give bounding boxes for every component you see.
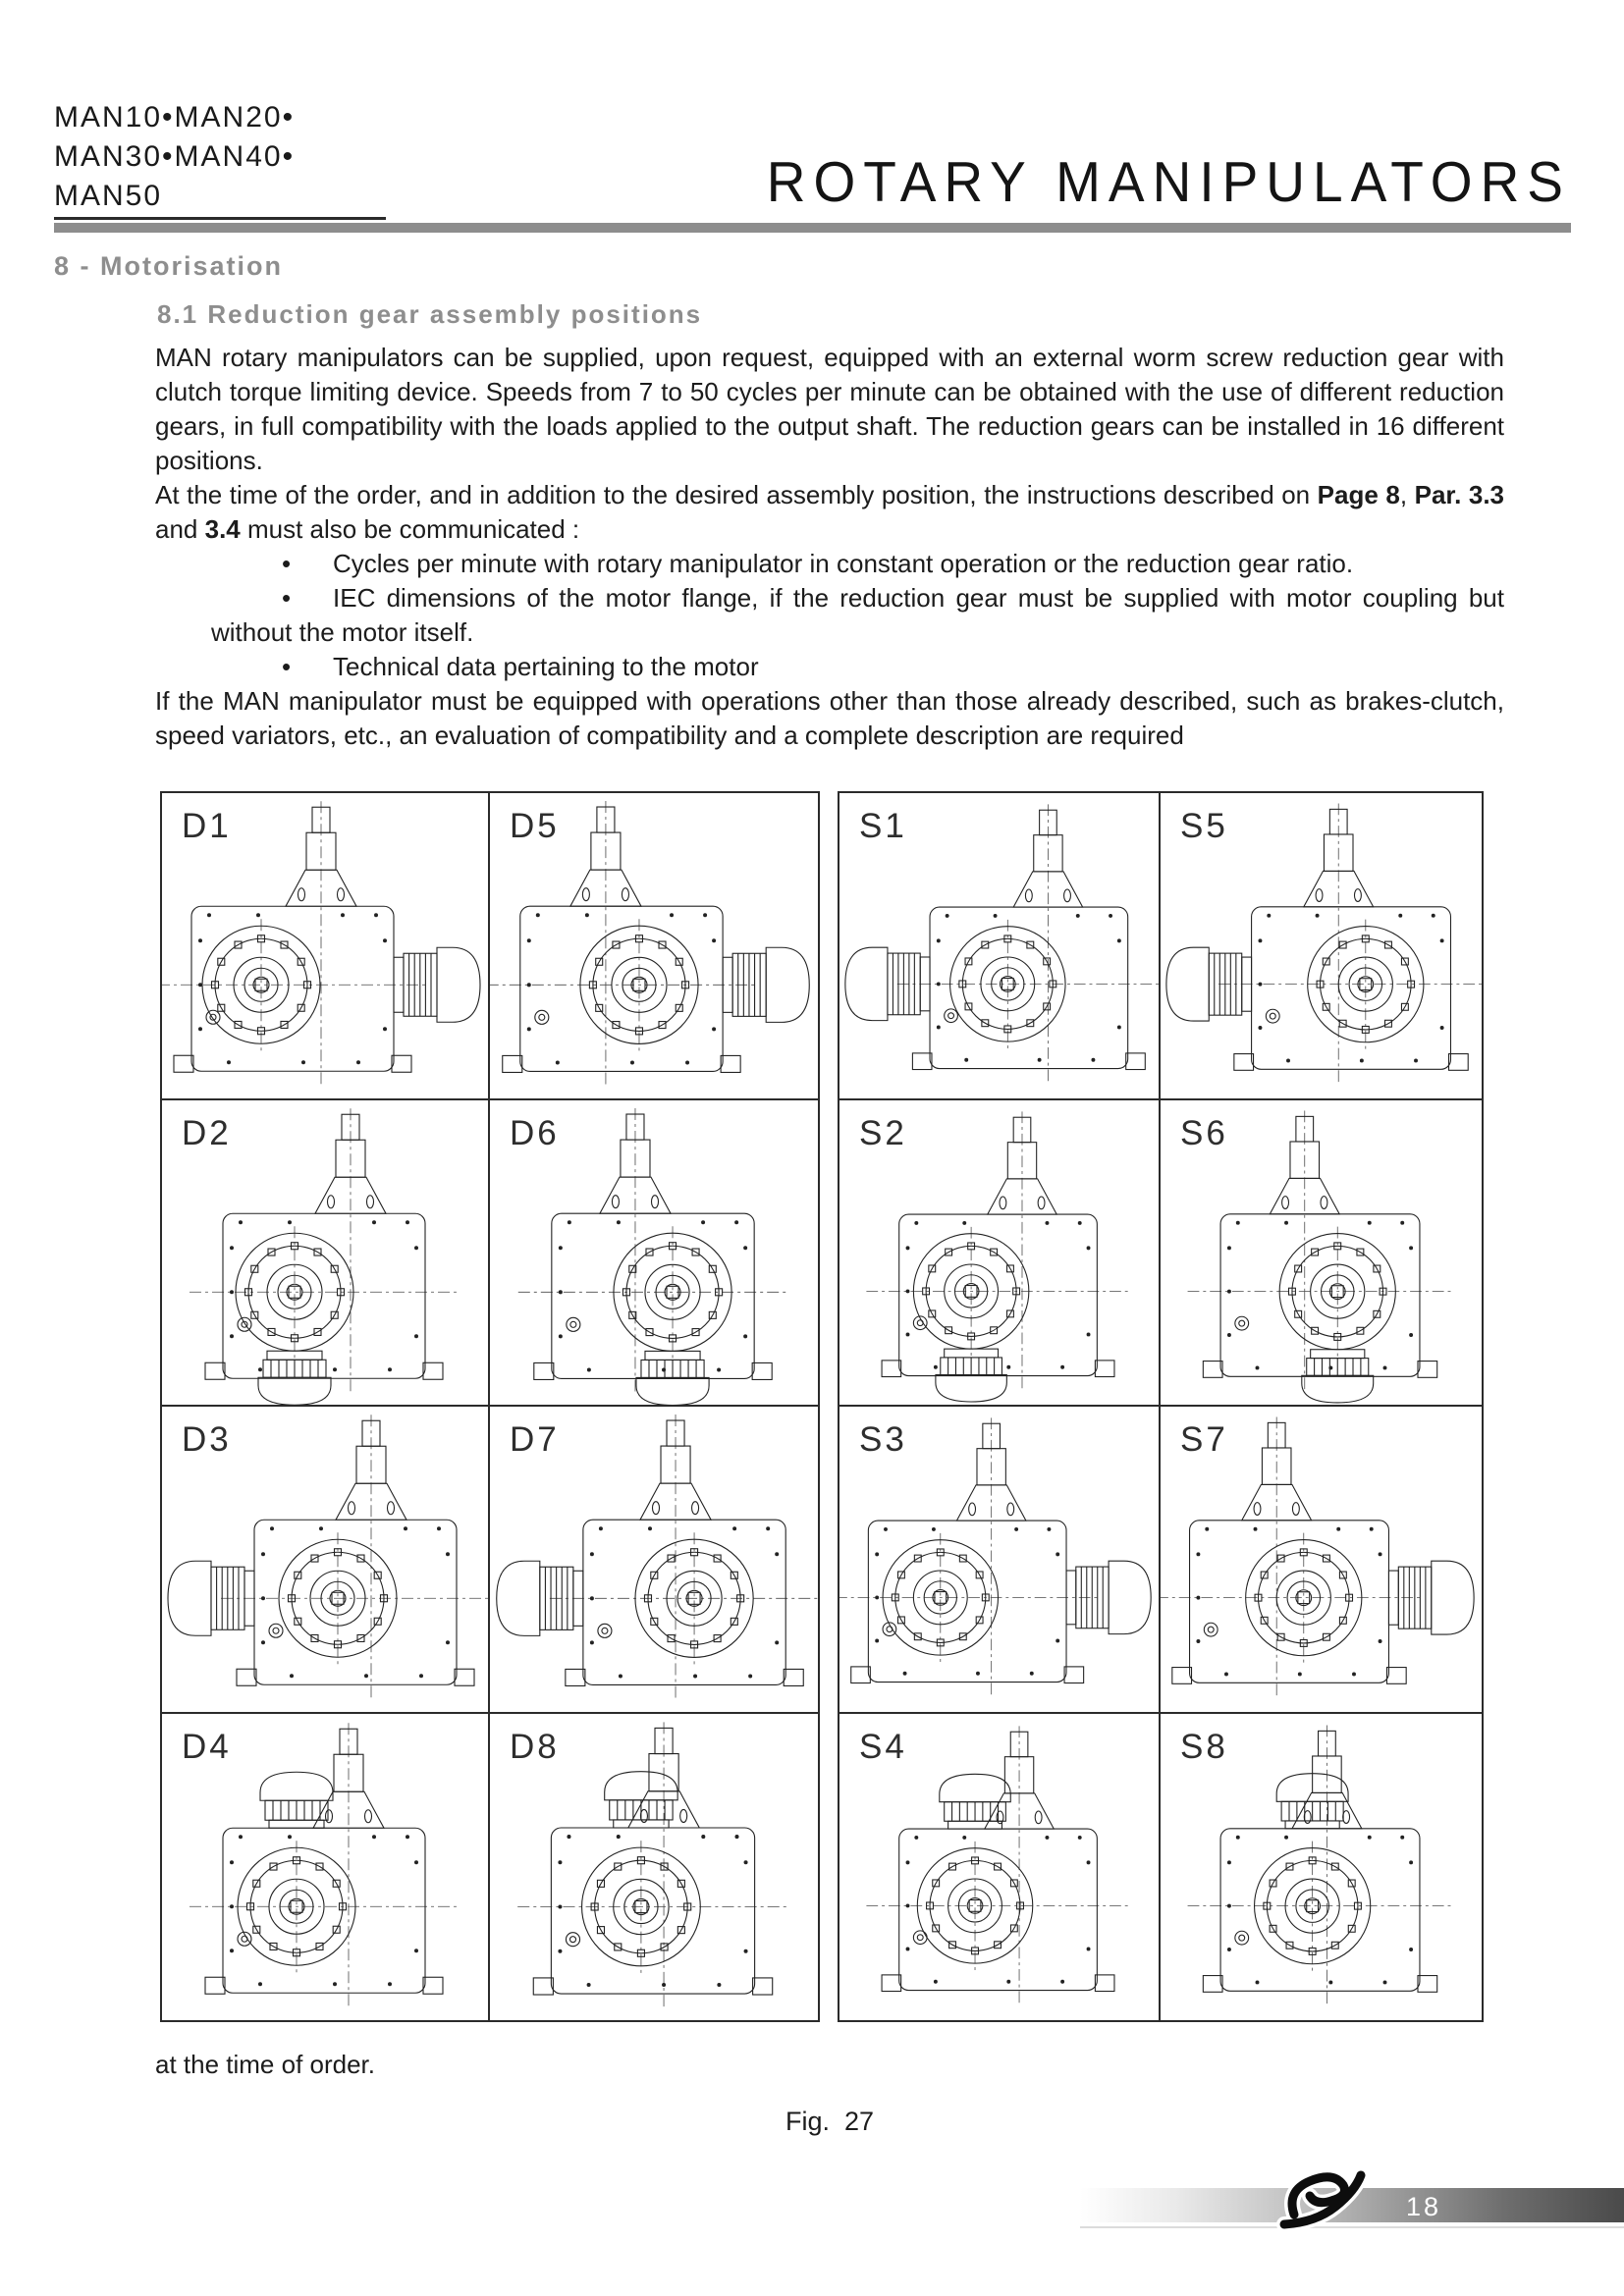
cell-label: D5	[510, 807, 560, 845]
figure-cell-S1	[839, 793, 1161, 1100]
cell-label: D8	[510, 1727, 560, 1766]
cell-label: S7	[1180, 1420, 1228, 1459]
cell-label: D2	[182, 1113, 232, 1152]
bullet-dot: •	[282, 652, 292, 681]
figure-cell-D3	[162, 1407, 490, 1714]
bullet-dot: •	[282, 583, 292, 613]
figure-cell-D8	[490, 1714, 818, 2021]
paragraph-1: MAN rotary manipulators can be supplied, upon request, equipped with an external worm screw reduction gear with clutch torque limiting device. Speeds from 7 to 50 cycles per minute can be obtained with the use of different reduction gears, in full compatibility with the loads applied to the output shaft. The reduction gears can be installed in 16 different positions.	[155, 343, 1504, 475]
cell-label: S1	[859, 807, 907, 845]
models-underline	[54, 217, 386, 220]
cell-label: S5	[1180, 807, 1228, 845]
figure-cell-D1	[162, 793, 490, 1100]
bullet-text: IEC dimensions of the motor flange, if the reduction gear must be supplied with motor coupling but without the motor itself.	[211, 583, 1504, 647]
body-text	[155, 341, 1504, 753]
bullet-item-3	[211, 650, 1504, 684]
figure-cell-D2	[162, 1100, 490, 1408]
model-line-2: MAN30•MAN40•	[54, 140, 296, 173]
bullet-item-1	[211, 547, 1504, 581]
model-line-3: MAN50	[54, 180, 163, 212]
bullet-dot: •	[282, 549, 292, 578]
cell-label: S8	[1180, 1727, 1228, 1766]
figure-cell-D7	[490, 1407, 818, 1714]
cell-label: S6	[1180, 1113, 1228, 1152]
closing-text: at the time of order.	[155, 2050, 376, 2079]
cell-label: D3	[182, 1420, 232, 1459]
cell-label: S3	[859, 1420, 907, 1459]
subsection-heading: 8.1 Reduction gear assembly positions	[157, 299, 703, 329]
brush-swirl-logo-icon	[1272, 2163, 1373, 2242]
bullet-text: Technical data pertaining to the motor	[333, 652, 759, 681]
figure-cell-S8	[1161, 1714, 1482, 2021]
header-rule-bar	[54, 223, 1571, 233]
cell-label: D4	[182, 1727, 232, 1766]
bullet-text: Cycles per minute with rotary manipulator in constant operation or the reduction gear ratio.	[333, 549, 1354, 578]
figure-cell-S5	[1161, 793, 1482, 1100]
figure-27	[160, 791, 1484, 2022]
paragraph-3: If the MAN manipulator must be equipped with operations other than those already described, such as brakes-clutch, speed variators, etc., an evaluation of compatibility and a complete description are required	[155, 686, 1504, 750]
model-line-1: MAN10•MAN20•	[54, 101, 296, 133]
cell-label: S4	[859, 1727, 907, 1766]
figure-cell-S6	[1161, 1100, 1482, 1408]
figure-cell-D6	[490, 1100, 818, 1408]
bullet-item-2	[211, 581, 1504, 650]
paragraph-2: At the time of the order, and in addition to the desired assembly position, the instructions described on Page 8, Par. 3.3 and 3.4 must also be communicated :	[155, 480, 1505, 544]
cell-label: S2	[859, 1113, 907, 1152]
figure-cell-S7	[1161, 1407, 1482, 1714]
assembly-table-D	[160, 791, 820, 2022]
section-heading: 8 - Motorisation	[54, 251, 283, 281]
figure-cell-D4	[162, 1714, 490, 2021]
cell-label: D7	[510, 1420, 560, 1459]
assembly-table-S	[838, 791, 1484, 2022]
cell-label: D6	[510, 1113, 560, 1152]
figure-cell-S2	[839, 1100, 1161, 1408]
cell-label: D1	[182, 807, 232, 845]
page-title: ROTARY MANIPULATORS	[766, 150, 1571, 214]
figure-caption: Fig. 27	[785, 2107, 875, 2136]
page-number: 18	[1406, 2192, 1442, 2221]
figure-cell-S4	[839, 1714, 1161, 2021]
figure-cell-D5	[490, 793, 818, 1100]
figure-cell-S3	[839, 1407, 1161, 1714]
